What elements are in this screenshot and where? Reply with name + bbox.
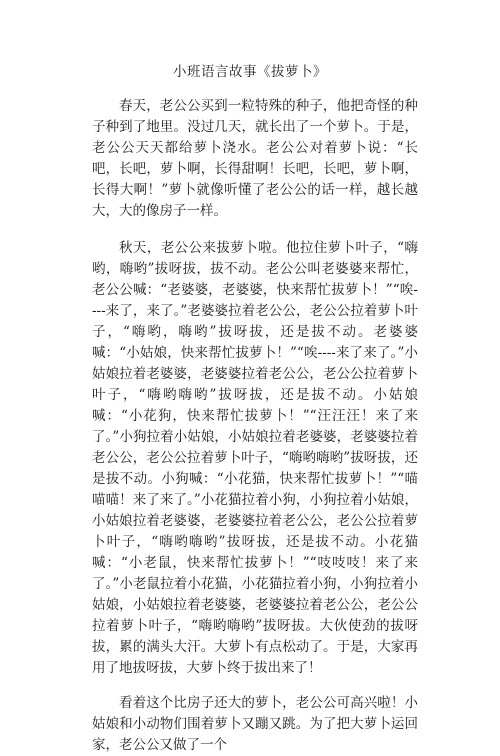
paragraph-gap xyxy=(92,679,418,693)
paragraph-ending: 看着这个比房子还大的萝卜，老公公可高兴啦！小姑娘和小动物们围着萝卜又蹦又跳。为了把大萝卜运回家，老公公又做了一个 xyxy=(92,695,418,753)
paragraph-autumn: 秋天，老公公来拔萝卜啦。他拉住萝卜叶子，“嗨哟，嗨哟”拔呀拔，拔不动。老公公叫老婆婆来帮忙，老公公喊：“老婆婆，老婆婆，快来帮忙拔萝卜！”“唉----来了，来了。”老婆婆拉着老公公，老公公拉着萝卜叶子，“嗨哟，嗨哟”拔呀拔，还是拔不动。老婆婆喊：“小姑娘，快来帮忙拔萝卜！”“唉----来了来了。”小姑娘拉着老婆婆，老婆婆拉着老公公，老公公拉着萝卜叶子，“嗨哟嗨哟”拔呀拔，还是拔不动。小姑娘喊：“小花狗，快来帮忙拔萝卜！”“汪汪汪！来了来了。”小狗拉着小姑娘，小姑娘拉着老婆婆，老婆婆拉着老公公，老公公拉着萝卜叶子，“嗨哟嗨哟”拔呀拔，还是拔不动。小狗喊：“小花猫，快来帮忙拔萝卜！”“喵喵喵！来了来了。”小花猫拉着小狗，小狗拉着小姑娘，小姑娘拉着老婆婆，老婆婆拉着老公公，老公公拉着萝卜叶子，“嗨哟嗨哟”拔呀拔，还是拔不动。小花猫喊：“小老鼠，快来帮忙拔萝卜！”“吱吱吱！来了来了。”小老鼠拉着小花猫，小花猫拉着小狗，小狗拉着小姑娘，小姑娘拉着老婆婆，老婆婆拉着老公公，老公公拉着萝卜叶子，“嗨哟嗨哟”拔呀拔。大伙使劲的拔呀拔，累的满头大汗。大萝卜有点松动了。于是，大家再用了地拔呀拔，大萝卜终于拔出来了！ xyxy=(92,240,418,676)
document-title: 小班语言故事《拔萝卜》 xyxy=(173,64,327,80)
document-body xyxy=(92,96,418,756)
paragraph-gap xyxy=(92,222,418,238)
paragraph-spring: 春天，老公公买到一粒特殊的种子，他把奇怪的种子种到了地里。没过几天，就长出了一个萝卜。于是，老公公天天都给萝卜浇水。老公公对着萝卜说：“长吧，长吧，萝卜啊，长得甜啊！长吧，长吧，萝卜啊，长得大啊！”萝卜就像听懂了老公公的话一样，越长越大，大的像房子一样。 xyxy=(92,98,418,219)
